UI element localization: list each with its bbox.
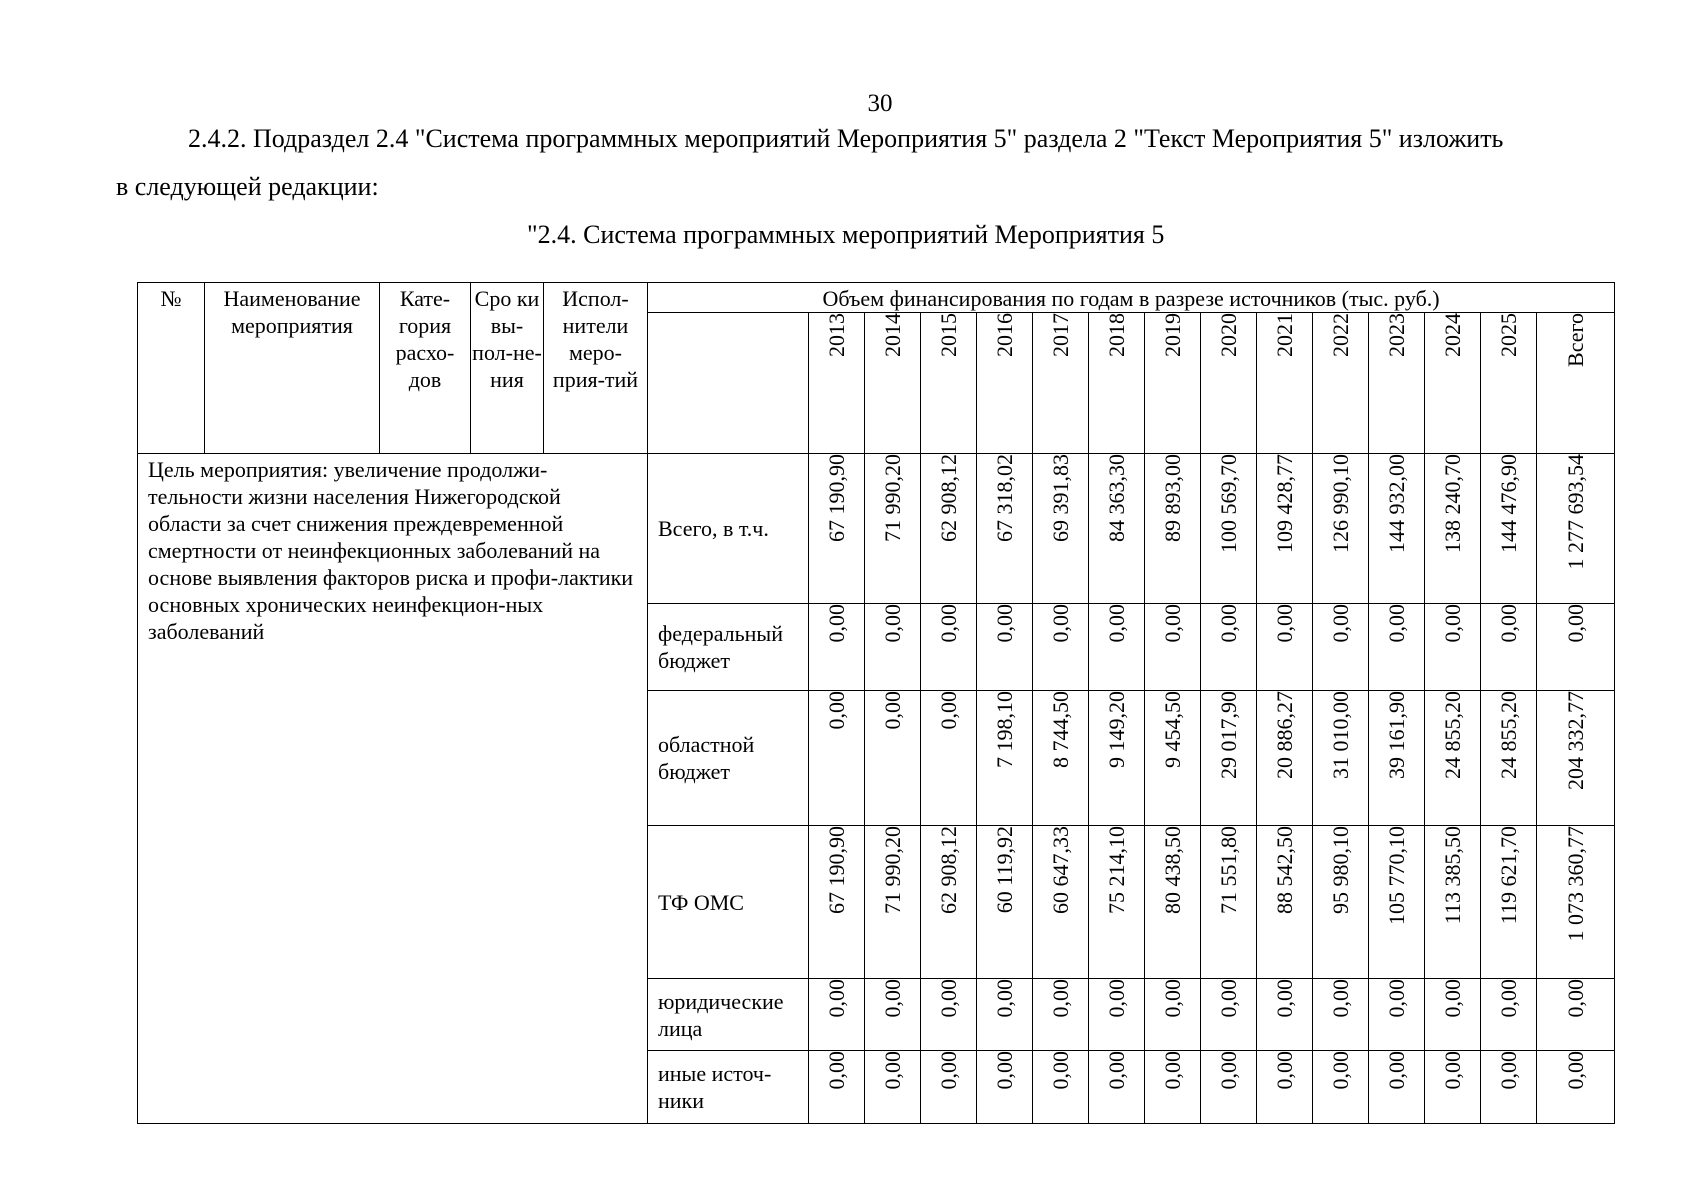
intro-paragraph-line2: в следующей редакции:	[116, 172, 379, 201]
year-label: Всего	[1563, 313, 1589, 367]
year-header	[1425, 313, 1481, 454]
value-text: 29 017,90	[1216, 691, 1241, 779]
value-cell	[1425, 454, 1481, 604]
year-header	[1537, 313, 1615, 454]
value-cell	[921, 826, 977, 979]
value-cell	[1089, 691, 1145, 826]
value-cell	[977, 454, 1033, 604]
value-cell	[977, 1051, 1033, 1124]
value-cell	[1369, 691, 1425, 826]
value-cell	[1313, 979, 1369, 1051]
value-text: 113 385,50	[1440, 826, 1465, 925]
value-text: 0,00	[992, 979, 1017, 1018]
value-text: 109 428,77	[1272, 454, 1297, 553]
goal-text: Цель мероприятия: увеличение продолжи-тельности жизни населения Нижегородской области за счет снижения преждевременной смертности от неинфекционных заболеваний на основе выявления факторов риска и профи-лактики основных хронических неинфекцион-ных заболеваний	[138, 454, 648, 1124]
year-label: 2013	[824, 313, 849, 357]
value-cell	[1537, 979, 1615, 1051]
value-cell	[1145, 826, 1201, 979]
value-cell	[1425, 691, 1481, 826]
year-label: 2021	[1272, 313, 1297, 357]
value-cell	[1425, 604, 1481, 691]
value-text: 71 551,80	[1216, 826, 1241, 914]
value-text: 0,00	[992, 1051, 1017, 1090]
source-label: юридические лица	[648, 979, 809, 1051]
value-text: 71 990,20	[880, 454, 905, 542]
value-cell	[921, 691, 977, 826]
value-cell	[1369, 1051, 1425, 1124]
value-text: 0,00	[880, 604, 905, 643]
value-text: 0,00	[824, 1051, 849, 1090]
value-text: 1 277 693,54	[1563, 454, 1589, 570]
value-cell	[1089, 1051, 1145, 1124]
value-cell	[865, 1051, 921, 1124]
year-header	[809, 313, 865, 454]
year-label: 2018	[1104, 313, 1129, 357]
value-text: 0,00	[1272, 1051, 1297, 1090]
value-cell	[1033, 454, 1089, 604]
value-cell	[1145, 454, 1201, 604]
value-cell	[1201, 826, 1257, 979]
value-text: 204 332,77	[1563, 691, 1589, 790]
value-text: 8 744,50	[1048, 691, 1073, 768]
header-no: №	[138, 283, 205, 454]
value-text: 0,00	[1496, 979, 1521, 1018]
value-text: 0,00	[1048, 604, 1073, 643]
value-text: 20 886,27	[1272, 691, 1297, 779]
value-text: 0,00	[1104, 1051, 1129, 1090]
value-text: 39 161,90	[1384, 691, 1409, 779]
value-text: 0,00	[1104, 979, 1129, 1018]
value-text: 0,00	[824, 604, 849, 643]
value-text: 60 647,33	[1048, 826, 1073, 914]
value-cell	[921, 454, 977, 604]
value-cell	[977, 691, 1033, 826]
value-text: 0,00	[1384, 1051, 1409, 1090]
value-cell	[1201, 604, 1257, 691]
value-text: 0,00	[1216, 604, 1241, 643]
value-text: 0,00	[824, 691, 849, 730]
value-text: 0,00	[1160, 979, 1185, 1018]
year-label: 2023	[1384, 313, 1409, 357]
value-cell	[1201, 979, 1257, 1051]
value-cell	[1033, 979, 1089, 1051]
value-text: 0,00	[880, 1051, 905, 1090]
year-header	[1201, 313, 1257, 454]
year-header	[1257, 313, 1313, 454]
value-cell	[1313, 454, 1369, 604]
value-text: 88 542,50	[1272, 826, 1297, 914]
section-title: "2.4. Система программных мероприятий Мероприятия 5	[527, 220, 1165, 249]
value-cell	[809, 1051, 865, 1124]
value-cell	[865, 604, 921, 691]
header-executors: Испол-нители меро-прия-тий	[544, 283, 648, 454]
year-header	[1369, 313, 1425, 454]
value-text: 0,00	[1563, 604, 1589, 643]
year-header	[1033, 313, 1089, 454]
year-header	[921, 313, 977, 454]
value-cell	[1201, 454, 1257, 604]
value-cell	[809, 691, 865, 826]
value-text: 89 893,00	[1160, 454, 1185, 542]
value-cell	[1257, 979, 1313, 1051]
value-text: 1 073 360,77	[1563, 826, 1589, 942]
value-text: 126 990,10	[1328, 454, 1353, 553]
table-row	[138, 454, 1615, 604]
value-cell	[865, 691, 921, 826]
funding-table	[137, 282, 1615, 1124]
year-header	[1089, 313, 1145, 454]
value-cell	[1481, 604, 1537, 691]
value-cell	[1481, 979, 1537, 1051]
value-cell	[1425, 1051, 1481, 1124]
year-label: 2020	[1216, 313, 1241, 357]
source-label: областной бюджет	[648, 691, 809, 826]
value-text: 69 391,83	[1048, 454, 1073, 542]
value-cell	[921, 979, 977, 1051]
intro-paragraph-line1: 2.4.2. Подраздел 2.4 "Система программных мероприятий Мероприятия 5" раздела 2 "Текст Мероприятия 5" изложить	[188, 124, 1504, 153]
value-text: 0,00	[1160, 604, 1185, 643]
year-label: 2017	[1048, 313, 1073, 357]
year-header	[977, 313, 1033, 454]
value-text: 105 770,10	[1384, 826, 1409, 925]
value-cell	[1537, 454, 1615, 604]
value-text: 100 569,70	[1216, 454, 1241, 553]
value-cell	[1481, 826, 1537, 979]
value-cell	[1313, 1051, 1369, 1124]
year-header	[1313, 313, 1369, 454]
value-cell	[1313, 691, 1369, 826]
value-cell	[1145, 604, 1201, 691]
value-cell	[1201, 691, 1257, 826]
value-cell	[1089, 604, 1145, 691]
value-cell	[1313, 604, 1369, 691]
value-cell	[865, 826, 921, 979]
value-cell	[1257, 604, 1313, 691]
value-cell	[1257, 1051, 1313, 1124]
value-text: 0,00	[936, 691, 961, 730]
value-text: 67 190,90	[824, 826, 849, 914]
value-text: 0,00	[1384, 604, 1409, 643]
value-text: 119 621,70	[1496, 826, 1521, 925]
value-cell	[809, 604, 865, 691]
value-cell	[977, 826, 1033, 979]
value-cell	[1481, 454, 1537, 604]
value-text: 0,00	[1440, 979, 1465, 1018]
value-text: 0,00	[880, 691, 905, 730]
header-source-blank	[648, 313, 809, 454]
value-text: 0,00	[1563, 1051, 1589, 1090]
value-text: 0,00	[1048, 979, 1073, 1018]
year-label: 2015	[936, 313, 961, 357]
value-text: 0,00	[1440, 1051, 1465, 1090]
value-text: 0,00	[1216, 1051, 1241, 1090]
value-cell	[1033, 691, 1089, 826]
value-cell	[865, 979, 921, 1051]
value-cell	[1313, 826, 1369, 979]
value-text: 80 438,50	[1160, 826, 1185, 914]
value-text: 0,00	[1496, 1051, 1521, 1090]
value-cell	[809, 454, 865, 604]
value-cell	[1257, 826, 1313, 979]
source-label: Всего, в т.ч.	[648, 454, 809, 604]
value-text: 62 908,12	[936, 454, 961, 542]
header-terms: Сро ки вы-пол-не-ния	[471, 283, 544, 454]
value-text: 144 476,90	[1496, 454, 1521, 553]
value-cell	[1425, 979, 1481, 1051]
value-text: 0,00	[1104, 604, 1129, 643]
value-cell	[1089, 454, 1145, 604]
value-text: 24 855,20	[1496, 691, 1521, 779]
value-cell	[809, 826, 865, 979]
source-label: ТФ ОМС	[648, 826, 809, 979]
source-label: федеральный бюджет	[648, 604, 809, 691]
page-number: 30	[867, 90, 893, 117]
header-category: Кате-гория расхо-дов	[380, 283, 471, 454]
value-cell	[1369, 454, 1425, 604]
value-text: 67 318,02	[992, 454, 1017, 542]
value-text: 24 855,20	[1440, 691, 1465, 779]
value-text: 0,00	[1160, 1051, 1185, 1090]
value-text: 67 190,90	[824, 454, 849, 542]
value-cell	[865, 454, 921, 604]
value-text: 60 119,92	[992, 826, 1017, 914]
value-cell	[1257, 691, 1313, 826]
value-text: 0,00	[936, 604, 961, 643]
value-text: 71 990,20	[880, 826, 905, 914]
value-cell	[1145, 979, 1201, 1051]
value-text: 84 363,30	[1104, 454, 1129, 542]
value-cell	[1145, 691, 1201, 826]
year-label: 2025	[1496, 313, 1521, 357]
source-label: иные источ-ники	[648, 1051, 809, 1124]
value-cell	[1481, 691, 1537, 826]
year-header	[865, 313, 921, 454]
value-text: 0,00	[1496, 604, 1521, 643]
value-cell	[1257, 454, 1313, 604]
value-text: 0,00	[1216, 979, 1241, 1018]
value-text: 0,00	[1384, 979, 1409, 1018]
value-text: 9 149,20	[1104, 691, 1129, 768]
value-text: 9 454,50	[1160, 691, 1185, 768]
value-text: 75 214,10	[1104, 826, 1129, 914]
value-cell	[1369, 826, 1425, 979]
value-cell	[1537, 826, 1615, 979]
value-text: 0,00	[1328, 604, 1353, 643]
header-name: Наименование мероприятия	[205, 283, 380, 454]
value-cell	[921, 1051, 977, 1124]
value-text: 95 980,10	[1328, 826, 1353, 914]
value-text: 0,00	[1272, 979, 1297, 1018]
value-cell	[1537, 1051, 1615, 1124]
value-cell	[1425, 826, 1481, 979]
year-label: 2022	[1328, 313, 1353, 357]
year-label: 2014	[880, 313, 905, 357]
year-label: 2016	[992, 313, 1017, 357]
value-cell	[1201, 1051, 1257, 1124]
value-cell	[809, 979, 865, 1051]
value-cell	[1537, 604, 1615, 691]
value-cell	[1145, 1051, 1201, 1124]
value-text: 138 240,70	[1440, 454, 1465, 553]
value-cell	[1033, 1051, 1089, 1124]
value-text: 7 198,10	[992, 691, 1017, 768]
value-cell	[1089, 979, 1145, 1051]
value-cell	[921, 604, 977, 691]
value-text: 0,00	[1440, 604, 1465, 643]
value-cell	[1033, 604, 1089, 691]
value-text: 62 908,12	[936, 826, 961, 914]
value-text: 0,00	[824, 979, 849, 1018]
value-cell	[977, 979, 1033, 1051]
value-text: 0,00	[936, 1051, 961, 1090]
value-text: 0,00	[1563, 979, 1589, 1018]
value-text: 0,00	[1048, 1051, 1073, 1090]
header-funding: Объем финансирования по годам в разрезе источников (тыс. руб.)	[648, 283, 1615, 313]
value-text: 31 010,00	[1328, 691, 1353, 779]
value-text: 0,00	[1328, 1051, 1353, 1090]
year-label: 2019	[1160, 313, 1185, 357]
value-cell	[1481, 1051, 1537, 1124]
value-text: 0,00	[1272, 604, 1297, 643]
value-text: 0,00	[992, 604, 1017, 643]
year-header	[1481, 313, 1537, 454]
value-cell	[977, 604, 1033, 691]
value-cell	[1369, 604, 1425, 691]
value-text: 0,00	[880, 979, 905, 1018]
value-cell	[1369, 979, 1425, 1051]
value-text: 0,00	[936, 979, 961, 1018]
value-cell	[1537, 691, 1615, 826]
value-cell	[1089, 826, 1145, 979]
value-text: 0,00	[1328, 979, 1353, 1018]
value-text: 144 932,00	[1384, 454, 1409, 553]
year-label: 2024	[1440, 313, 1465, 357]
year-header	[1145, 313, 1201, 454]
value-cell	[1033, 826, 1089, 979]
